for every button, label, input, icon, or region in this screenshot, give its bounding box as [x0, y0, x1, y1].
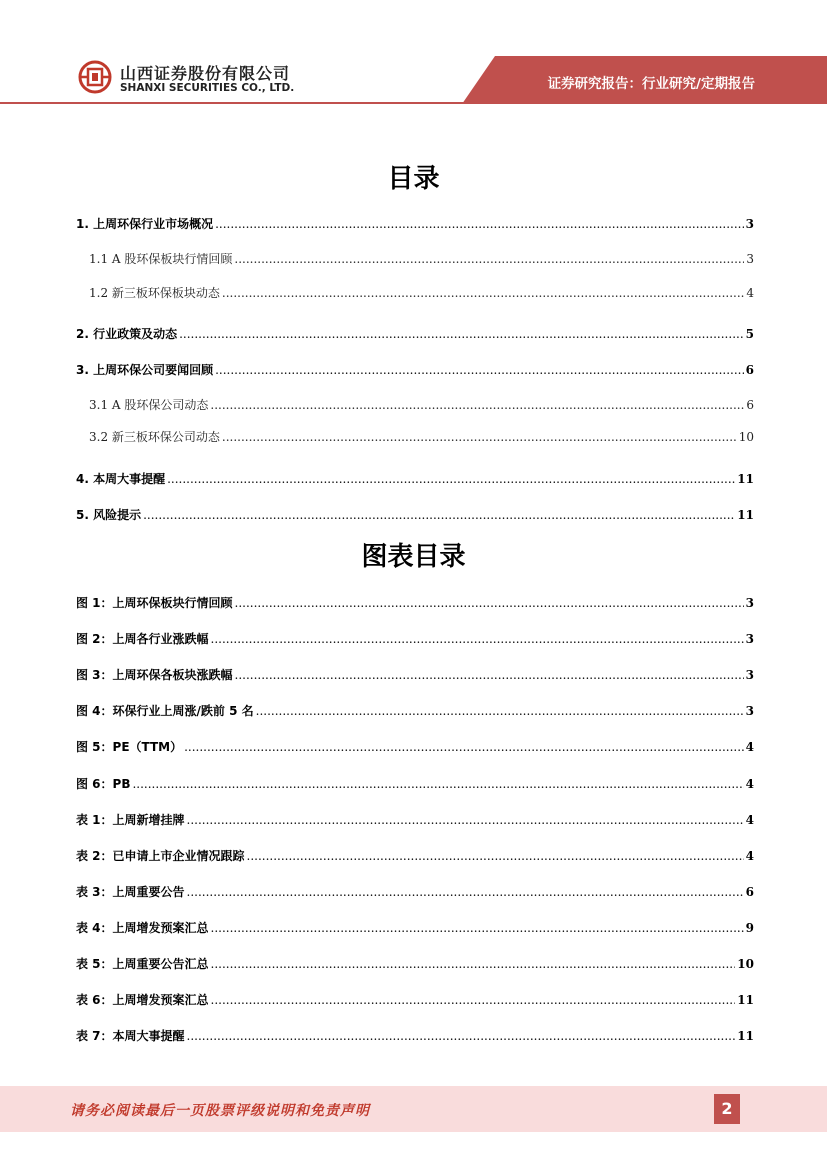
figure-entry[interactable] — [76, 594, 754, 612]
figure-entry[interactable] — [76, 955, 754, 973]
leader-dots — [215, 217, 744, 231]
toc-entry-label: 4. 本周大事提醒 — [76, 472, 166, 486]
toc-entry[interactable] — [76, 506, 754, 524]
leader-dots — [215, 363, 744, 377]
toc-entry-page: 6 — [745, 363, 754, 377]
leader-dots — [187, 885, 744, 899]
figure-entry-page: 4 — [745, 849, 754, 863]
figures-title: 图表目录 — [361, 542, 466, 572]
report-type: 证券研究报告：行业研究/定期报告 — [547, 76, 755, 92]
page-number: 2 — [714, 1094, 740, 1124]
toc-entry-page: 5 — [745, 327, 754, 341]
leader-dots — [211, 632, 744, 646]
leader-dots — [179, 327, 744, 341]
toc-entry[interactable] — [89, 428, 754, 446]
toc-entry[interactable] — [76, 215, 754, 233]
toc-entry-page: 6 — [746, 398, 754, 412]
figure-entry-label: 图 5：PE（TTM） — [76, 740, 183, 754]
figure-entry-page: 11 — [737, 1029, 754, 1043]
figure-entry-label: 图 4：环保行业上周涨/跌前 5 名 — [76, 704, 254, 718]
toc-entry[interactable] — [76, 470, 754, 488]
company-name-cn: 山西证券股份有限公司 — [120, 64, 291, 83]
figure-entry[interactable] — [76, 811, 754, 829]
company-logo-icon — [78, 60, 112, 94]
figure-entry-page: 3 — [745, 704, 754, 718]
leader-dots — [235, 596, 744, 610]
leader-dots — [211, 957, 736, 971]
leader-dots — [184, 740, 744, 754]
page-header — [0, 0, 827, 104]
disclaimer-notice: 请务必阅读最后一页股票评级说明和免责声明 — [70, 1103, 370, 1119]
figure-entry[interactable] — [76, 775, 754, 793]
toc-entry-page: 4 — [746, 286, 754, 300]
leader-dots — [132, 777, 743, 791]
toc-entry-label: 1. 上周环保行业市场概况 — [76, 217, 214, 231]
toc-entry-page: 3 — [746, 252, 754, 266]
figure-entry-page: 3 — [745, 632, 754, 646]
leader-dots — [235, 668, 744, 682]
figure-entry-label: 表 2：已申请上市企业情况跟踪 — [76, 849, 245, 863]
leader-dots — [211, 921, 744, 935]
figure-entry-label: 表 5：上周重要公告汇总 — [76, 957, 209, 971]
toc-entry-label: 3.1 A 股环保公司动态 — [89, 398, 209, 412]
figure-entry-page: 3 — [745, 668, 754, 682]
figure-entry-label: 图 2：上周各行业涨跌幅 — [76, 632, 209, 646]
leader-dots — [210, 398, 744, 412]
figure-entry-page: 3 — [745, 596, 754, 610]
toc-entry-page: 11 — [737, 472, 754, 486]
figure-entry-page: 4 — [745, 813, 754, 827]
header-divider — [0, 102, 827, 104]
figure-entry[interactable] — [76, 883, 754, 901]
toc-entry[interactable] — [89, 284, 754, 302]
figure-entry-label: 图 3：上周环保各板块涨跌幅 — [76, 668, 233, 682]
figure-entry[interactable] — [76, 991, 754, 1009]
toc-entry-label: 3. 上周环保公司要闻回顾 — [76, 363, 214, 377]
leader-dots — [211, 993, 736, 1007]
figure-entry-label: 表 6：上周增发预案汇总 — [76, 993, 209, 1007]
toc-entry-page: 10 — [738, 430, 754, 444]
toc-entry-page: 3 — [745, 217, 754, 231]
figure-entry[interactable] — [76, 630, 754, 648]
toc-entry[interactable] — [76, 325, 754, 343]
toc-entry-label: 3.2 新三板环保公司动态 — [89, 430, 220, 444]
leader-dots — [256, 704, 744, 718]
figure-entry-label: 表 4：上周增发预案汇总 — [76, 921, 209, 935]
figure-entry[interactable] — [76, 847, 754, 865]
leader-dots — [187, 813, 744, 827]
toc-entry[interactable] — [76, 361, 754, 379]
figure-entry-page: 10 — [737, 957, 754, 971]
leader-dots — [234, 252, 744, 266]
leader-dots — [222, 430, 737, 444]
toc-title: 目录 — [387, 164, 440, 194]
leader-dots — [187, 1029, 736, 1043]
figure-entry-label: 图 6：PB — [76, 777, 131, 791]
toc-entry-label: 1.1 A 股环保板块行情回顾 — [89, 252, 233, 266]
figure-entry-label: 表 3：上周重要公告 — [76, 885, 185, 899]
toc-entry[interactable] — [89, 396, 754, 414]
figure-entry-page: 4 — [745, 740, 754, 754]
figure-entry-page: 6 — [745, 885, 754, 899]
figure-entry[interactable] — [76, 738, 754, 756]
figure-entry-label: 表 1：上周新增挂牌 — [76, 813, 185, 827]
toc-entry-label: 2. 行业政策及动态 — [76, 327, 178, 341]
figure-entry-page: 11 — [737, 993, 754, 1007]
figure-entry[interactable] — [76, 1027, 754, 1045]
leader-dots — [247, 849, 744, 863]
toc-entry-label: 5. 风险提示 — [76, 508, 142, 522]
figure-entry-label: 图 1：上周环保板块行情回顾 — [76, 596, 233, 610]
toc-entry-page: 11 — [737, 508, 754, 522]
company-name-en: SHANXI SECURITIES CO., LTD. — [120, 82, 295, 94]
leader-dots — [143, 508, 735, 522]
toc-entry-label: 1.2 新三板环保板块动态 — [89, 286, 220, 300]
figure-entry[interactable] — [76, 702, 754, 720]
figure-entry[interactable] — [76, 919, 754, 937]
toc-entry[interactable] — [89, 250, 754, 268]
leader-dots — [167, 472, 735, 486]
figure-entry-label: 表 7：本周大事提醒 — [76, 1029, 185, 1043]
leader-dots — [222, 286, 744, 300]
figure-entry[interactable] — [76, 666, 754, 684]
figure-entry-page: 9 — [745, 921, 754, 935]
figure-entry-page: 4 — [745, 777, 754, 791]
